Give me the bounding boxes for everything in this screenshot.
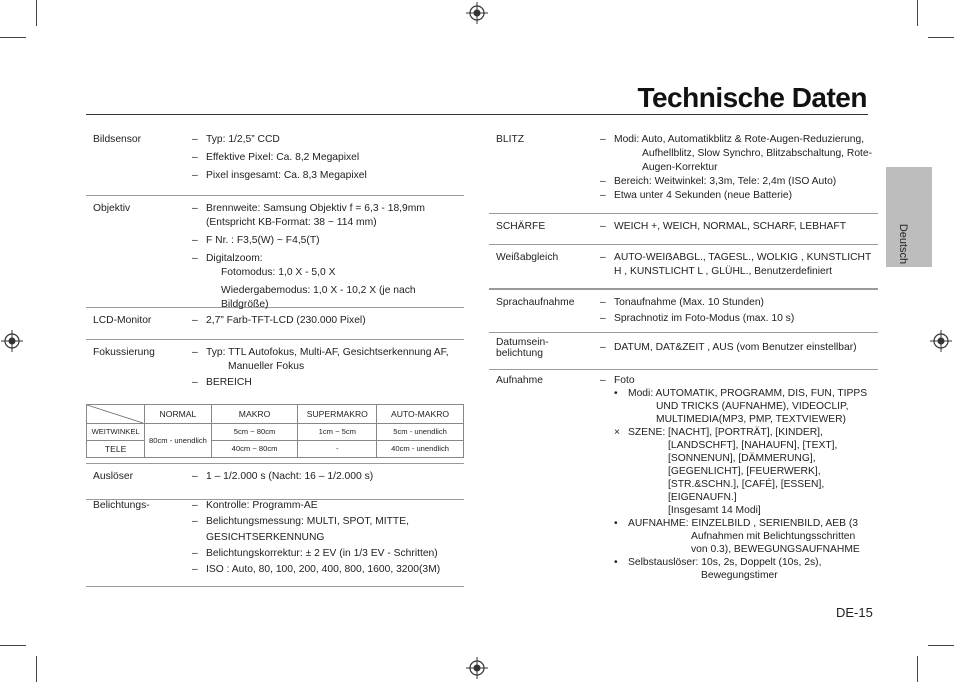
spec-item: – DATUM, DAT&ZEIT , AUS (vom Benutzer einstellbar) xyxy=(600,342,857,353)
spec-item: – 2,7” Farb-TFT-LCD (230.000 Pixel) xyxy=(192,315,366,326)
registration-mark-icon xyxy=(1,330,23,352)
right-column xyxy=(489,133,878,596)
diagonal-line-icon xyxy=(87,405,143,423)
spec-section-objektiv xyxy=(86,196,464,308)
spec-section-bildsensor xyxy=(86,133,464,196)
crop-mark xyxy=(928,645,954,646)
language-tab-label: Deutsch xyxy=(897,223,909,265)
crop-mark xyxy=(0,645,26,646)
table-cell: 80cm - unendlich xyxy=(145,424,211,458)
spec-section-aufnahme xyxy=(489,370,878,596)
table-cell: 40cm ~ 80cm xyxy=(211,441,298,458)
spec-item: – Belichtungskorrektur: ± 2 EV (in 1/3 EV - Schritten) xyxy=(192,548,438,559)
table-row xyxy=(87,441,464,458)
crop-mark xyxy=(0,37,26,38)
crop-mark xyxy=(36,656,37,682)
spec-label: Weißabgleich xyxy=(496,252,559,263)
language-tab xyxy=(886,167,932,267)
section-divider xyxy=(489,288,878,289)
spec-section-ausloeser xyxy=(86,464,464,500)
spec-section-weissabgleich xyxy=(489,245,878,290)
spec-item: – BEREICH xyxy=(192,377,252,388)
registration-mark-icon xyxy=(466,2,488,24)
table-row-label: WEITWINKEL xyxy=(87,424,145,441)
spec-section-belichtung xyxy=(86,499,464,587)
spec-item: – Tonaufnahme (Max. 10 Stunden) xyxy=(600,297,764,308)
table-header: SUPERMAKRO xyxy=(298,405,377,424)
page-number: DE-15 xyxy=(836,605,873,620)
registration-mark-icon xyxy=(930,330,952,352)
spec-item: – Kontrolle: Programm-AE xyxy=(192,500,318,511)
crop-mark xyxy=(917,656,918,682)
table-cell: 40cm - unendlich xyxy=(377,441,464,458)
spec-item: – WEICH +, WEICH, NORMAL, SCHARF, LEBHAFT xyxy=(600,221,846,232)
spec-item: – Typ: TTL Autofokus, Multi-AF, Gesichtserkennung AF, Manueller Fokus xyxy=(192,347,449,372)
page-title: Technische Daten xyxy=(637,82,867,113)
spec-label: Auslöser xyxy=(93,471,134,482)
spec-label: Belichtungs- xyxy=(93,500,150,511)
table-header: NORMAL xyxy=(145,405,211,424)
spec-item: – Bereich: Weitwinkel: 3,3m, Tele: 2,4m (ISO Auto) xyxy=(600,176,837,187)
spec-label: SCHÄRFE xyxy=(496,221,546,232)
spec-item: – 1 – 1/2.000 s (Nacht: 16 – 1/2.000 s) xyxy=(192,471,374,482)
spec-subitem: • AUFNAHME: EINZELBILD , SERIENBILD, AEB (3 Aufnahmen mit Belichtungsschritten von 0.3), BEWEGUNGSAUFNAHME xyxy=(614,518,860,555)
spec-label: Fokussierung xyxy=(93,347,155,358)
spec-item: – Effektive Pixel: Ca. 8,2 Megapixel xyxy=(192,152,360,163)
table-cell: 1cm ~ 5cm xyxy=(298,424,377,441)
table-cell: - xyxy=(298,441,377,458)
spec-section-sprachaufnahme xyxy=(489,290,878,333)
spec-subitem: × SZENE: [NACHT], [PORTRÄT], [KINDER], [LANDSCHFT], [NAHAUFN], [TEXT], [SONNENUN], [DÄMMERUNG], [GEGENLICHT], [FEUERWERK], [STR.&SCHN.], [CAFÉ], [ESSEN], [EIGENAUFN.] [Insgesamt 14 Modi] xyxy=(614,427,838,516)
crop-mark xyxy=(917,0,918,26)
spec-section-blitz xyxy=(489,133,878,214)
spec-subitem: • Selbstauslöser: 10s, 2s, Doppelt (10s, 2s), Bewegungstimer xyxy=(614,557,822,581)
spec-item: – AUTO-WEIẞABGL., TAGESL., WOLKIG , KUNSTLICHT H , KUNSTLICHT L , GLÜHL., Benutzerdefiniert xyxy=(600,252,872,277)
crop-mark xyxy=(36,0,37,26)
spec-item: – F Nr. : F3,5(W) ~ F4,5(T) xyxy=(192,235,320,246)
spec-section-datum xyxy=(489,333,878,370)
table-header: MAKRO xyxy=(211,405,298,424)
spec-label: BLITZ xyxy=(496,134,525,145)
spec-item: – Digitalzoom: Fotomodus: 1,0 X - 5,0 X Wiedergabemodus: 1,0 X - 10,2 X (je nach Bildgröße) xyxy=(192,253,416,310)
spec-item: – Pixel insgesamt: Ca. 8,3 Megapixel xyxy=(192,170,367,181)
spec-item: – Sprachnotiz im Foto-Modus (max. 10 s) xyxy=(600,313,795,324)
table-row-label: TELE xyxy=(87,441,145,458)
spec-section-schaerfe xyxy=(489,214,878,245)
focus-range-table xyxy=(86,404,464,458)
spec-label: Bildsensor xyxy=(93,134,142,145)
spec-section-fokussierung xyxy=(86,340,464,460)
title-rule xyxy=(86,114,868,115)
table-cell: 5cm - unendlich xyxy=(377,424,464,441)
spec-label: Datumsein- belichtung xyxy=(496,337,549,359)
registration-mark-icon xyxy=(466,657,488,679)
spec-item: – Typ: 1/2,5” CCD xyxy=(192,134,280,145)
table-corner-cell xyxy=(87,405,145,424)
spec-item: – Modi: Auto, Automatikblitz & Rote-Augen-Reduzierung, Aufhellblitz, Slow Synchro, Blitzabschaltung, Rote- Augen-Korrektur xyxy=(600,134,873,173)
spec-section-lcd xyxy=(86,308,464,340)
spec-item: – Etwa unter 4 Sekunden (neue Batterie) xyxy=(600,190,793,201)
table-row xyxy=(87,424,464,441)
spec-item: – ISO : Auto, 80, 100, 200, 400, 800, 1600, 3200(3M) xyxy=(192,564,441,575)
spec-item: – Belichtungsmessung: MULTI, SPOT, MITTE, GESICHTSERKENNUNG xyxy=(192,516,409,543)
spec-label: LCD-Monitor xyxy=(93,315,152,326)
spec-subitem: • Modi: AUTOMATIK, PROGRAMM, DIS, FUN, TIPPS UND TRICKS (AUFNAHME), VIDEOCLIP, MULTIMEDIA(MP3, PMP, TEXTVIEWER) xyxy=(614,388,868,425)
spec-item: – Foto xyxy=(600,375,635,386)
left-column xyxy=(86,133,464,575)
spec-label: Aufnahme xyxy=(496,375,543,386)
spec-label: Sprachaufnahme xyxy=(496,297,575,308)
spec-label: Objektiv xyxy=(93,203,131,214)
spec-item: – Brennweite: Samsung Objektiv f = 6,3 - 18,9mm (Entspricht KB-Format: 38 ~ 114 mm) xyxy=(192,203,425,228)
table-header: AUTO-MAKRO xyxy=(377,405,464,424)
table-cell: 5cm ~ 80cm xyxy=(211,424,298,441)
crop-mark xyxy=(928,37,954,38)
